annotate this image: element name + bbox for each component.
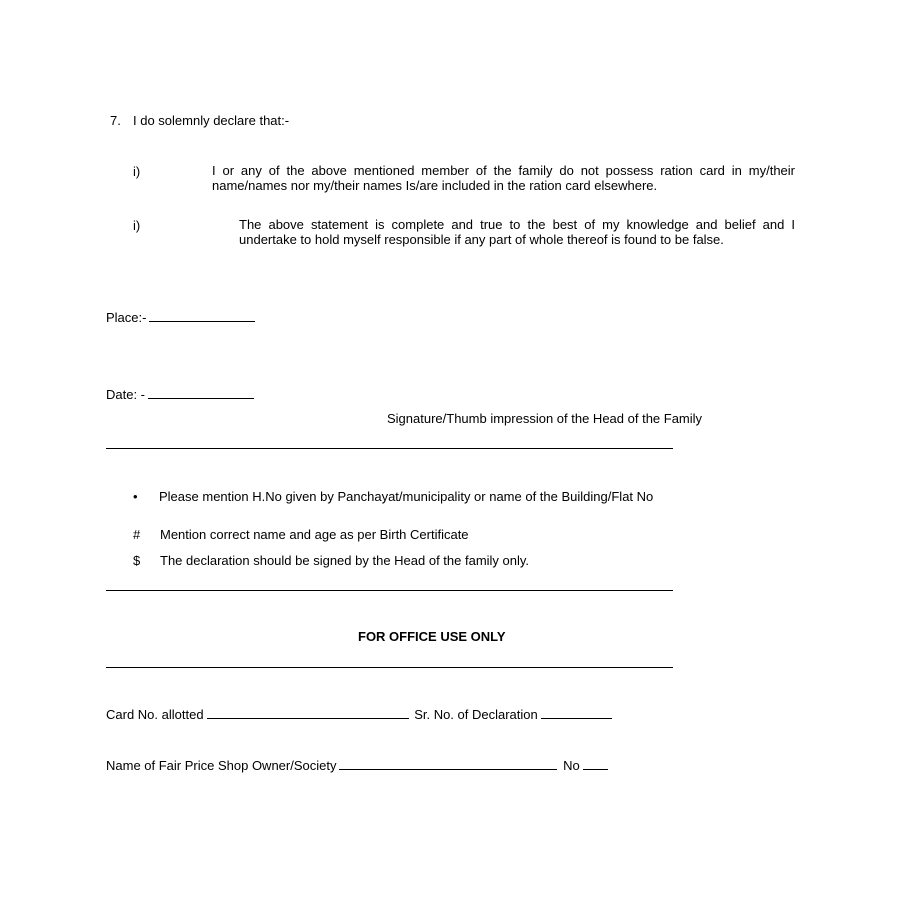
sr-no-input-line[interactable] [541, 707, 612, 719]
office-use-heading: FOR OFFICE USE ONLY [358, 629, 506, 644]
note-2-marker: # [133, 527, 141, 542]
declaration-item-2-marker: i) [133, 218, 141, 233]
card-no-label: Card No. allotted [106, 707, 204, 722]
note-1-marker: • [133, 489, 138, 504]
note-3-text: The declaration should be signed by the Head of the family only. [160, 553, 530, 568]
fps-input-line[interactable] [339, 758, 557, 770]
declaration-item-2-text: The above statement is complete and true to the best of my knowledge and belief and I undertake to hold myself responsible if any part of whole thereof is found to be false. [239, 217, 795, 247]
card-no-row [106, 707, 612, 722]
date-input-line[interactable] [148, 387, 254, 399]
note-2-text: Mention correct name and age as per Birth Certificate [160, 527, 469, 542]
divider-3 [106, 667, 673, 668]
place-row [106, 310, 255, 325]
fps-no-label: No [563, 758, 580, 773]
declaration-heading: I do solemnly declare that:- [133, 113, 290, 128]
declaration-number: 7. [110, 113, 121, 128]
divider-1 [106, 448, 673, 449]
fps-label: Name of Fair Price Shop Owner/Society [106, 758, 337, 773]
card-no-input-line[interactable] [207, 707, 409, 719]
declaration-item-1-marker: i) [133, 164, 141, 179]
divider-2 [106, 590, 673, 591]
note-3-marker: $ [133, 553, 141, 568]
place-input-line[interactable] [149, 310, 255, 322]
date-label: Date: - [106, 387, 146, 402]
sr-no-label: Sr. No. of Declaration [414, 707, 538, 722]
declaration-item-1-text: I or any of the above mentioned member of the family do not possess ration card in my/their name/names nor my/their names Is/are included in the ration card elsewhere. [212, 163, 795, 193]
place-label: Place:- [106, 310, 147, 325]
fps-no-input-line[interactable] [583, 758, 608, 770]
signature-label: Signature/Thumb impression of the Head of the Family [387, 411, 703, 426]
note-1-text: Please mention H.No given by Panchayat/municipality or name of the Building/Flat No [159, 489, 654, 504]
date-row [106, 387, 254, 402]
fps-row [106, 758, 608, 773]
